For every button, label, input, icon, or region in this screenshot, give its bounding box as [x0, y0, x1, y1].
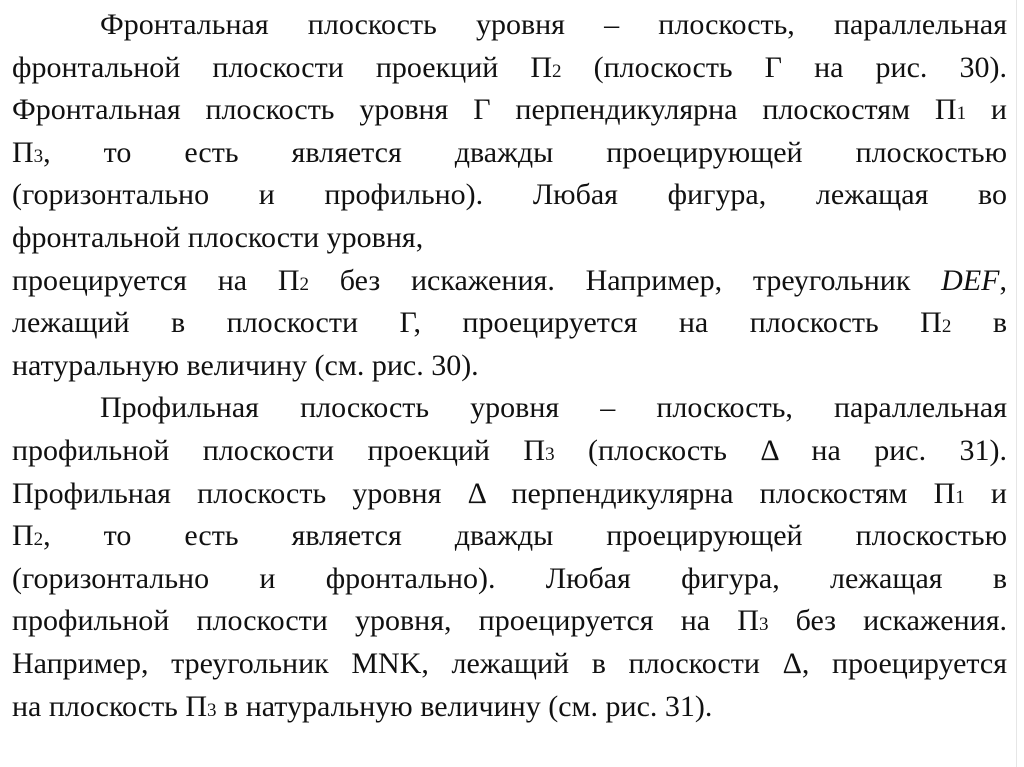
page-edge-divider — [1016, 0, 1017, 767]
p2-line-3: Профильная плоскость уровня Δ перпендикулярна плоскостям П1 и — [12, 476, 1007, 510]
p2-line-7: Например, треугольник MNK, лежащий в плоскости Δ, проецируется — [12, 646, 1007, 680]
p1-line-8: лежащий в плоскости Г, проецируется на плоскость П2 в — [12, 306, 1007, 340]
p1-line-4: П3, то есть является дважды проецирующей плоскостью — [12, 135, 1007, 169]
p1-line-3: Фронтальная плоскость уровня Г перпендикулярна плоскостям П1 и — [12, 93, 1007, 127]
p2-line-1: Профильная плоскость уровня – плоскость, параллельная — [100, 391, 1007, 425]
p2-line-4: П2, то есть является дважды проецирующей плоскостью — [12, 519, 1007, 553]
p2-line-2: профильной плоскости проекций П3 (плоскость Δ на рис. 31). — [12, 433, 1007, 467]
p1-line-1: Фронтальная плоскость уровня – плоскость, параллельная — [100, 8, 1007, 41]
p1-line-9: натуральную величину (см. рис. 30). — [12, 348, 479, 382]
p2-line-8: на плоскость П3 в натуральную величину (см. рис. 31). — [12, 689, 713, 723]
p2-line-6: профильной плоскости уровня, проецируется на П3 без искажения. — [12, 604, 1007, 638]
document-text — [12, 4, 1007, 728]
p1-line-5: (горизонтально и профильно). Любая фигура, лежащая во — [12, 178, 1007, 212]
p1-line-2: фронтальной плоскости проекций П2 (плоскость Г на рис. 30). — [12, 50, 1007, 84]
p2-line-5: (горизонтально и фронтально). Любая фигура, лежащая в — [12, 561, 1007, 595]
p1-line-6: фронтальной плоскости уровня, — [12, 220, 424, 254]
p1-line-7: проецируется на П2 без искажения. Например, треугольник DEF, — [12, 263, 1007, 297]
